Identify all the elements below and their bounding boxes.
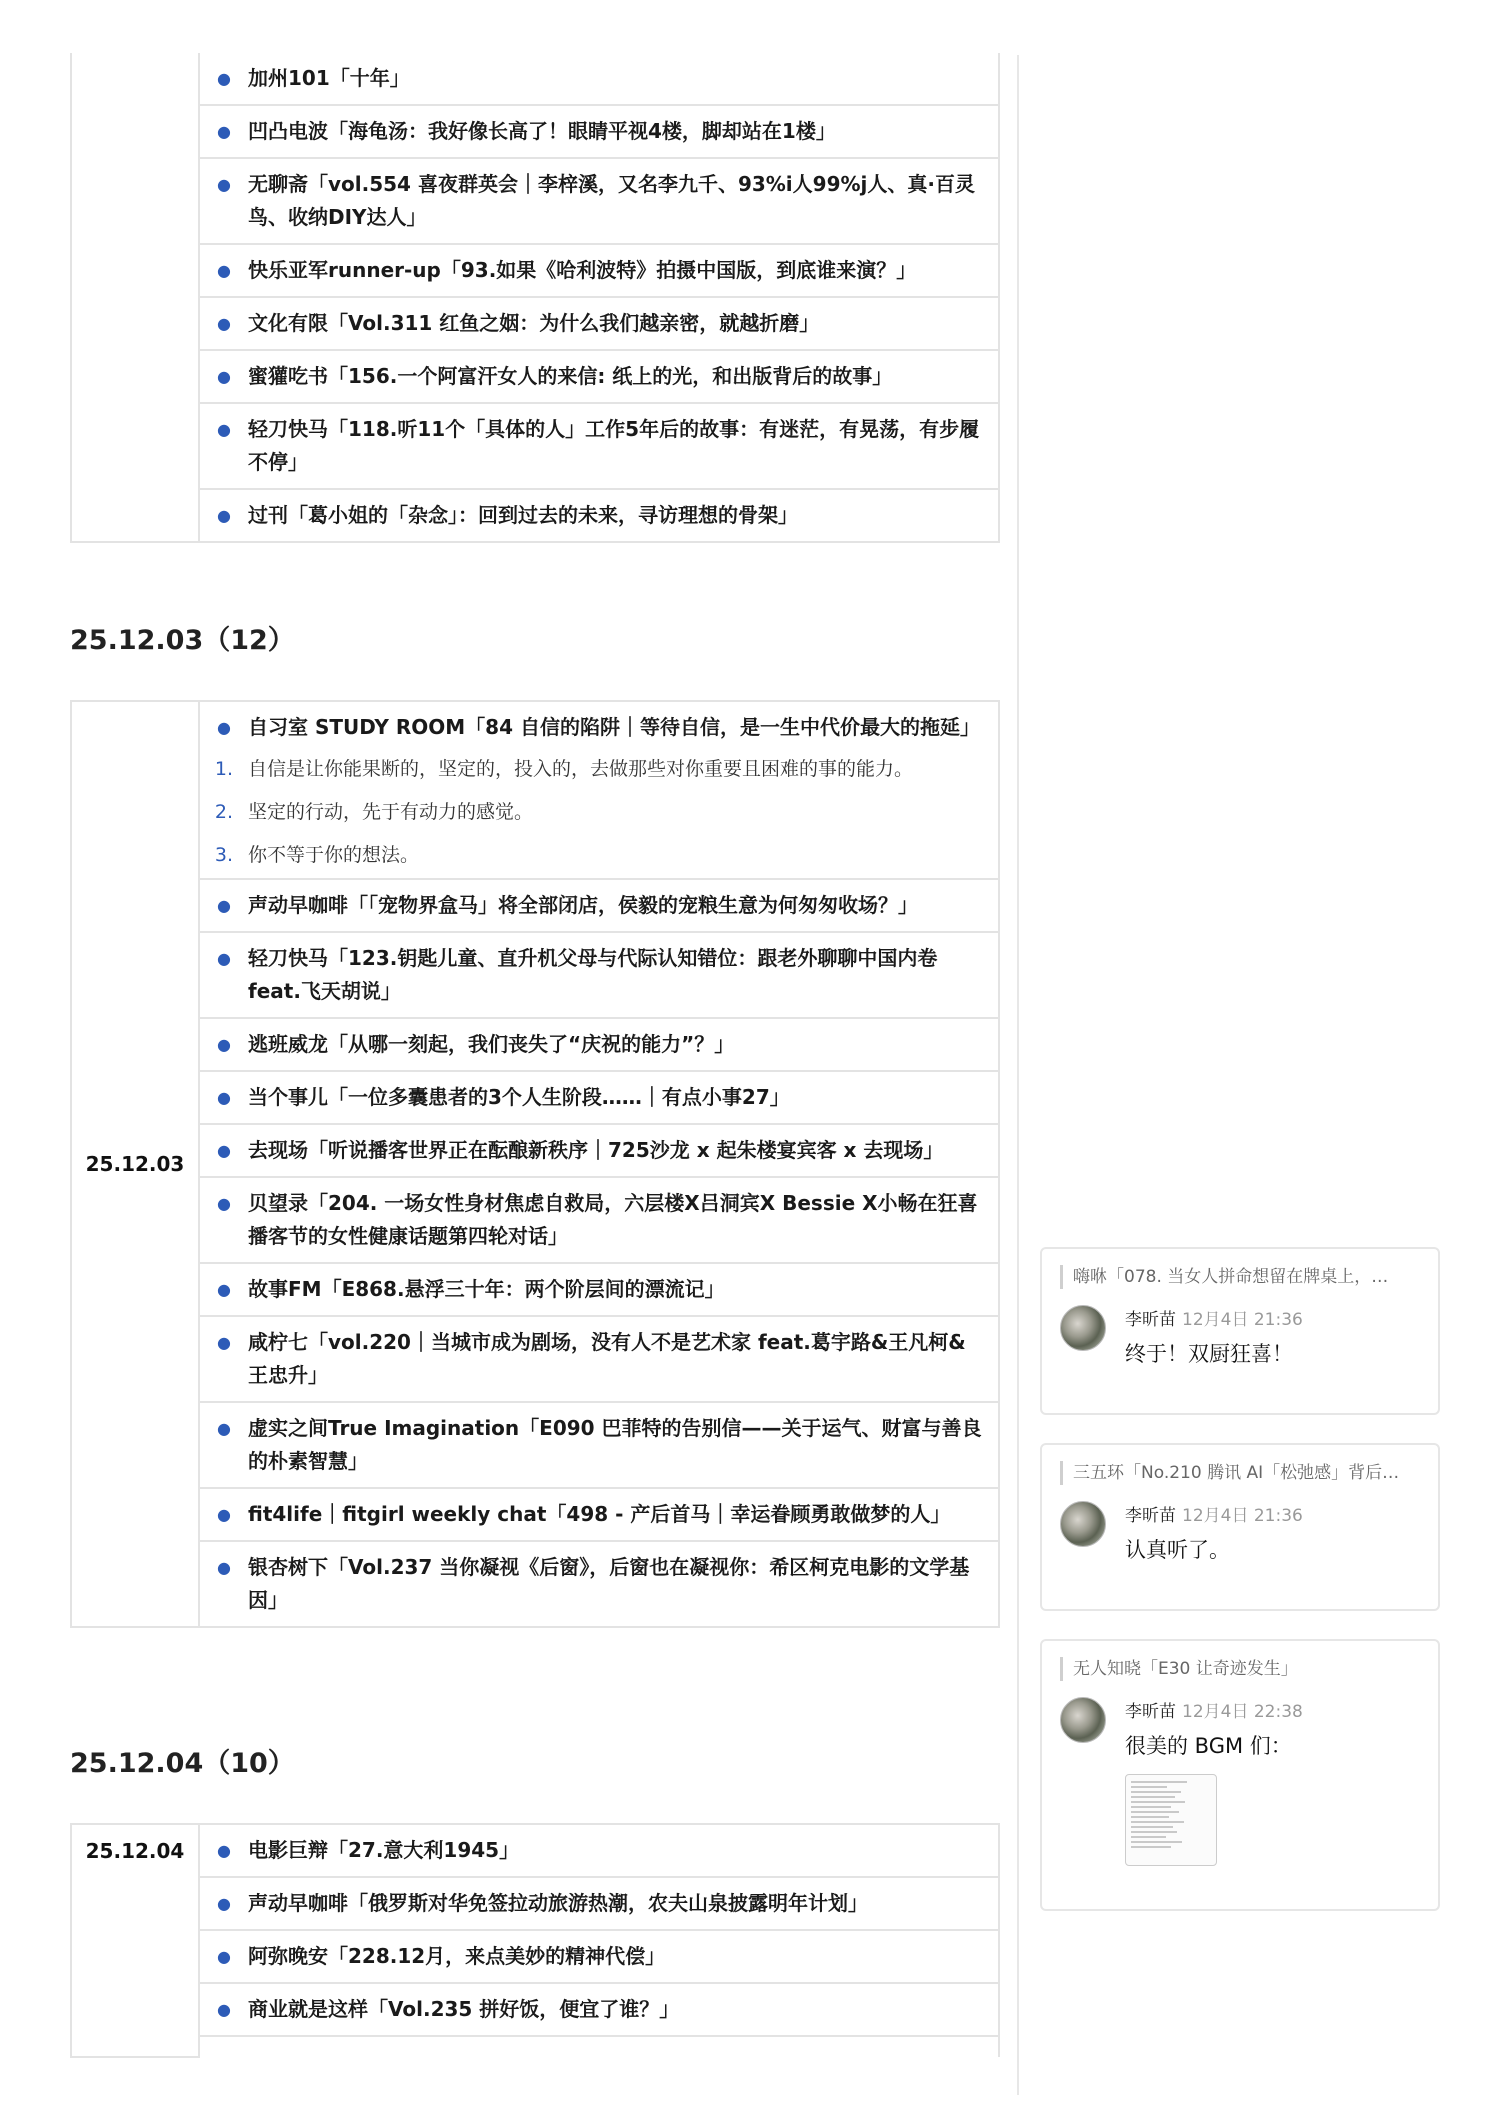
bullet-icon: ●: [217, 1558, 231, 1577]
list-item[interactable]: ● 声动早咖啡「「宠物界盒马」将全部闭店，侯毅的宠粮生意为何匆匆收场？」: [200, 880, 984, 931]
comment-time: 12月4日 22:38: [1182, 1702, 1303, 1722]
section-heading: 25.12.04（10）: [70, 1748, 295, 1779]
list-item[interactable]: ● 快乐亚军runner-up「93.如果《哈利波特》拍摄中国版，到底谁来演？」: [200, 245, 984, 296]
list-item[interactable]: ● 故事FM「E868.悬浮三十年：两个阶层间的漂流记」: [200, 1264, 984, 1315]
list-item[interactable]: ● 商业就是这样「Vol.235 拼好饭，便宜了谁？」: [200, 1984, 984, 2035]
comment-body: 认真听了。: [1125, 1538, 1230, 1562]
comment-card[interactable]: [1040, 1443, 1440, 1611]
section-heading: 25.12.03（12）: [70, 625, 295, 656]
content-divider: [1017, 55, 1019, 2095]
bullet-icon: ●: [217, 949, 231, 968]
list-item[interactable]: ● 去现场「听说播客世界正在酝酿新秩序｜725沙龙 x 起朱楼宴宾客 x 去现场」: [200, 1125, 984, 1176]
bullet-icon: ●: [217, 1088, 231, 1107]
note-item: 3. 你不等于你的想法。: [214, 844, 420, 866]
bullet-icon: ●: [217, 367, 231, 386]
list-item[interactable]: ● 加州101「十年」: [200, 53, 984, 104]
bullet-icon: ●: [217, 718, 231, 737]
date-cell: 25.12.03: [71, 701, 199, 1627]
list-item[interactable]: ● 凹凸电波「海龟汤：我好像长高了！眼睛平视4楼，脚却站在1楼」: [200, 106, 984, 157]
avatar[interactable]: [1060, 1305, 1106, 1351]
list-item[interactable]: ● 自习室 STUDY ROOM「84 自信的陷阱｜等待自信，是一生中代价最大的拖延」: [200, 702, 984, 753]
comment-card[interactable]: [1040, 1247, 1440, 1415]
bullet-icon: ●: [217, 1035, 231, 1054]
commenter-name[interactable]: 李昕苗: [1125, 1506, 1176, 1526]
bullet-icon: ●: [217, 1141, 231, 1160]
commenter-name[interactable]: 李昕苗: [1125, 1310, 1176, 1330]
comment-body: 终于！双厨狂喜！: [1125, 1342, 1293, 1366]
list-item[interactable]: ● 银杏树下「Vol.237 当你凝视《后窗》，后窗也在凝视你：希区柯克电影的文学基因」: [200, 1542, 984, 1626]
list-item[interactable]: ● fit4life｜fitgirl weekly chat「498 - 产后首马｜幸运眷顾勇敢做梦的人」: [200, 1489, 984, 1540]
comment-body: 很美的 BGM 们：: [1125, 1734, 1292, 1758]
bullet-icon: ●: [217, 1894, 231, 1913]
quoted-episode[interactable]: 嗨咻「078. 当女人拼命想留在牌桌上，…: [1060, 1265, 1418, 1289]
bullet-icon: ●: [217, 1505, 231, 1524]
bullet-icon: ●: [217, 1333, 231, 1352]
comment-time: 12月4日 21:36: [1182, 1506, 1303, 1526]
list-item[interactable]: ● 阿弥晚安「228.12月，来点美妙的精神代偿」: [200, 1931, 984, 1982]
bullet-icon: ●: [217, 506, 231, 525]
bullet-icon: ●: [217, 1947, 231, 1966]
list-item[interactable]: ● 无聊斋「vol.554 喜夜群英会｜李梓溪，又名李九千、93%i人99%j人、真·百灵鸟、收纳DIY达人」: [200, 159, 984, 243]
day-table-previous: [70, 53, 1000, 543]
list-item[interactable]: ● 文化有限「Vol.311 红鱼之姻：为什么我们越亲密，就越折磨」: [200, 298, 984, 349]
day-table-1204: [70, 1823, 1000, 2058]
bullet-icon: ●: [217, 896, 231, 915]
bullet-icon: ●: [217, 314, 231, 333]
day-table-1203: [70, 700, 1000, 1628]
avatar[interactable]: [1060, 1697, 1106, 1743]
comment-card[interactable]: [1040, 1639, 1440, 1911]
bullet-icon: ●: [217, 261, 231, 280]
list-item[interactable]: ● 当个事儿「一位多囊患者的3个人生阶段……｜有点小事27」: [200, 1072, 984, 1123]
bullet-icon: ●: [217, 69, 231, 88]
bullet-icon: ●: [217, 1419, 231, 1438]
bullet-icon: ●: [217, 1280, 231, 1299]
bullet-icon: ●: [217, 2000, 231, 2019]
list-item[interactable]: ● 轻刀快马「123.钥匙儿童、直升机父母与代际认知错位：跟老外聊聊中国内卷 feat.飞天胡说」: [200, 933, 984, 1017]
bullet-icon: ●: [217, 420, 231, 439]
list-item[interactable]: ● 声动早咖啡「俄罗斯对华免签拉动旅游热潮，农夫山泉披露明年计划」: [200, 1878, 984, 1929]
quoted-episode[interactable]: 无人知晓「E30 让奇迹发生」: [1060, 1657, 1418, 1681]
list-item[interactable]: ● 咸柠七「vol.220｜当城市成为剧场，没有人不是艺术家 feat.葛宇路&王凡柯&王忠升」: [200, 1317, 984, 1401]
notes-list: [200, 753, 984, 878]
commenter-name[interactable]: 李昕苗: [1125, 1702, 1176, 1722]
quoted-episode[interactable]: 三五环「No.210 腾讯 AI「松弛感」背后…: [1060, 1461, 1418, 1485]
bullet-icon: ●: [217, 122, 231, 141]
date-cell: 25.12.04: [71, 1824, 199, 2057]
list-item[interactable]: ● 虚实之间True Imagination「E090 巴菲特的告别信——关于运气、财富与善良的朴素智慧」: [200, 1403, 984, 1487]
bullet-icon: ●: [217, 1841, 231, 1860]
comment-time: 12月4日 21:36: [1182, 1310, 1303, 1330]
list-item[interactable]: ● 轻刀快马「118.听11个「具体的人」工作5年后的故事：有迷茫，有晃荡，有步履不停」: [200, 404, 984, 488]
bullet-icon: ●: [217, 175, 231, 194]
list-item[interactable]: ● 逃班威龙「从哪一刻起，我们丧失了“庆祝的能力”？」: [200, 1019, 984, 1070]
note-item: 1. 自信是让你能果断的，坚定的，投入的，去做那些对你重要且困难的事的能力。: [214, 758, 914, 780]
date-cell: [71, 53, 199, 542]
image-thumbnail[interactable]: [1125, 1774, 1217, 1866]
list-item[interactable]: ● 蜜獾吃书「156.一个阿富汗女人的来信: 纸上的光，和出版背后的故事」: [200, 351, 984, 402]
list-item[interactable]: ● 电影巨辩「27.意大利1945」: [200, 1825, 984, 1876]
list-item[interactable]: ● 过刊「葛小姐的「杂念」：回到过去的未来，寻访理想的骨架」: [200, 490, 984, 541]
list-item-cut-off: [199, 2036, 999, 2057]
list-item[interactable]: ● 贝望录「204. 一场女性身材焦虑自救局，六层楼X吕洞宾X Bessie X小畅在狂喜播客节的女性健康话题第四轮对话」: [200, 1178, 984, 1262]
note-item: 2. 坚定的行动，先于有动力的感觉。: [214, 801, 534, 823]
bullet-icon: ●: [217, 1194, 231, 1213]
avatar[interactable]: [1060, 1501, 1106, 1547]
